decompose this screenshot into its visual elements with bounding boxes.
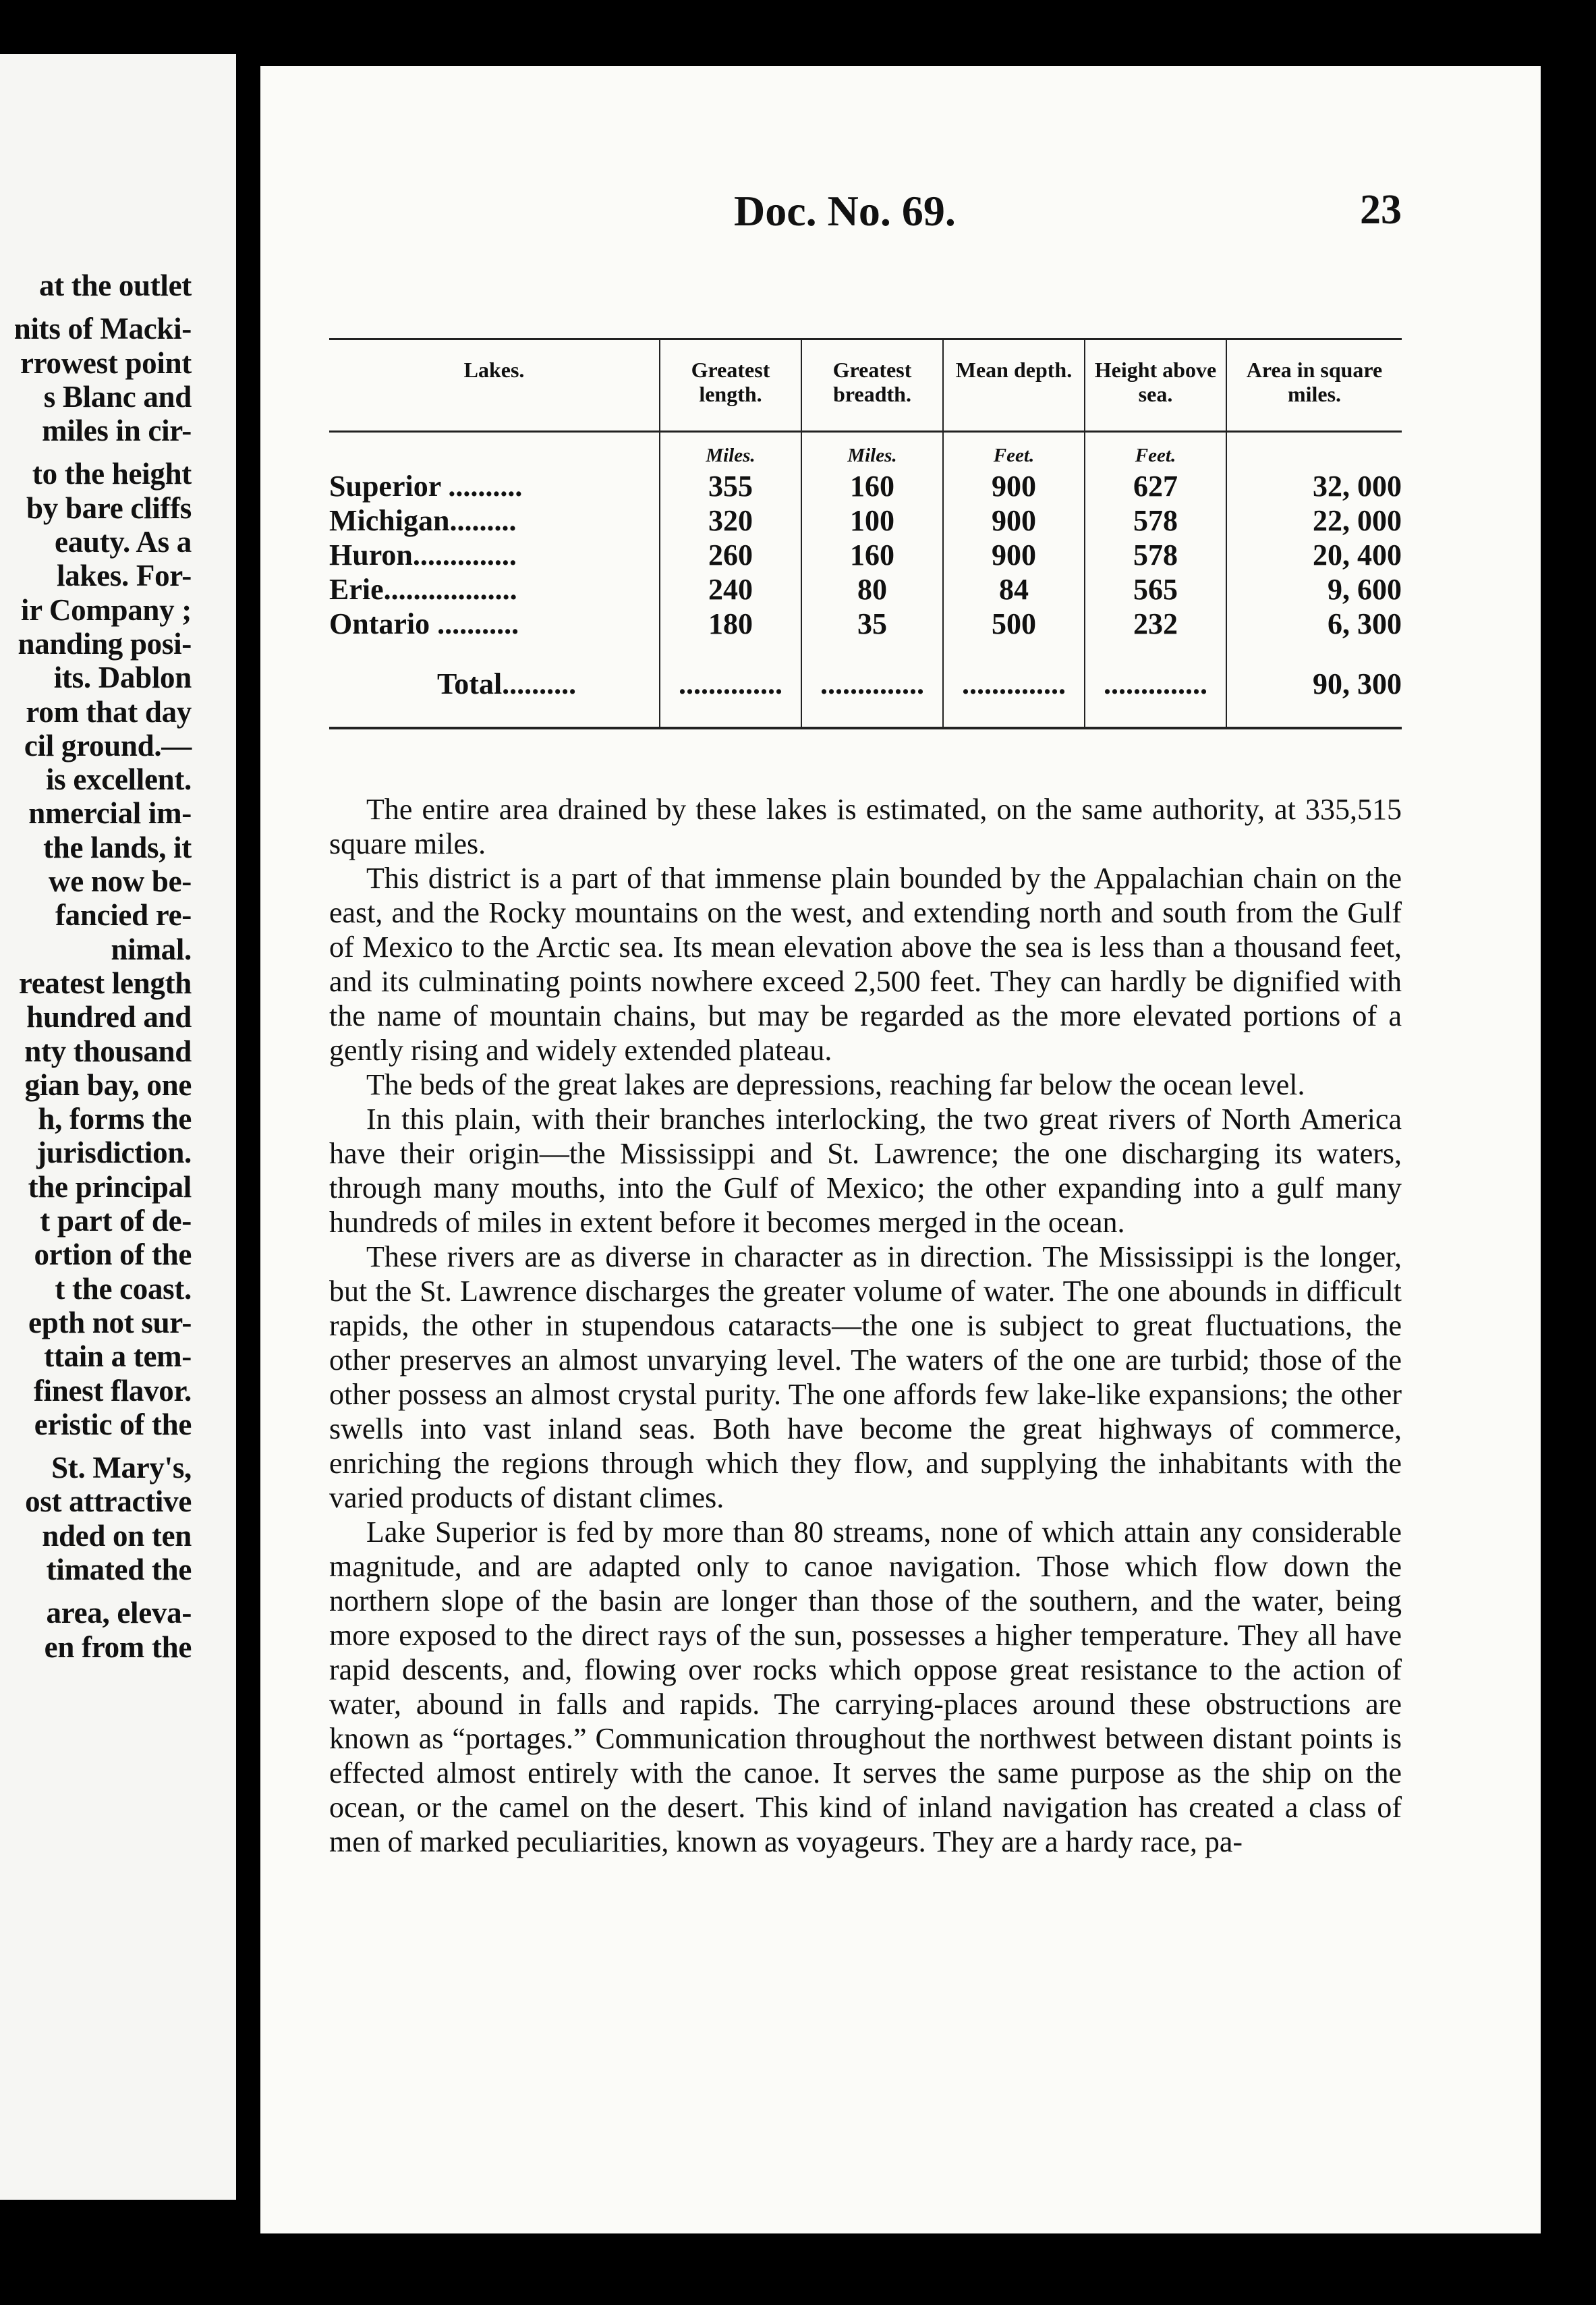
breadth-cell: 35 — [801, 607, 943, 641]
height-cell: 565 — [1085, 572, 1226, 607]
table-row — [329, 607, 1402, 641]
table-row — [329, 572, 1402, 607]
unit-cell: Miles. — [660, 432, 801, 470]
text-line: h, forms the — [38, 1102, 192, 1136]
unit-cell — [329, 432, 660, 470]
text-line: cil ground.— — [24, 728, 192, 762]
text-line: ost attractive — [25, 1484, 192, 1519]
leader-dots: .............. — [943, 641, 1085, 728]
lake-name: Ontario ........... — [329, 607, 519, 640]
paragraph: The beds of the great lakes are depressions, reaching far below the ocean level. — [366, 1068, 1305, 1101]
height-cell: 578 — [1085, 503, 1226, 538]
previous-page-fragment — [0, 54, 236, 2200]
leader-dots: .............. — [1085, 641, 1226, 728]
text-line: t the coast. — [55, 1271, 192, 1306]
length-cell: 320 — [660, 503, 801, 538]
breadth-cell: 100 — [801, 503, 943, 538]
lake-name: Superior .......... — [329, 470, 523, 503]
text-line: s Blanc and — [43, 379, 192, 414]
text-line: to the height — [32, 457, 192, 491]
paragraph: Lake Superior is fed by more than 80 streams, none of which attain any considerable magnitude, and are adapted only to canoe navigation. Those which flow down the northern slope of the basin are longer than those of the southern, and the water, being more exposed to the direct rays of the sun, possesses a higher temperature. They all have rapid descents, and, flowing over rocks which oppose great resistance to the action of water, abound in falls and rapids. The carrying-places around these obstructions are known as “portages.” Communication throughout the northwest between distant points is effected almost entirely with the canoe. It serves the same purpose as the ship on the ocean, or the camel on the desert. This kind of inland navigation has created a class of men of marked peculiarities, known as voyageurs. They are a hardy race, pa- — [329, 1516, 1402, 1858]
breadth-cell: 80 — [801, 572, 943, 607]
text-line: ortion of the — [34, 1238, 192, 1272]
column-header: Lakes. — [463, 358, 525, 382]
depth-cell: 500 — [943, 607, 1085, 641]
page-header — [329, 186, 1402, 274]
height-cell: 578 — [1085, 538, 1226, 572]
document-page — [260, 66, 1541, 2233]
text-line: nded on ten — [42, 1518, 192, 1553]
area-cell: 20, 400 — [1226, 538, 1402, 572]
previous-page-text — [14, 269, 192, 1664]
depth-cell: 84 — [943, 572, 1085, 607]
text-line: timated the — [46, 1552, 192, 1586]
text-line: finest flavor. — [33, 1373, 192, 1408]
text-line: en from the — [44, 1630, 192, 1664]
text-line: nanding posi- — [18, 626, 192, 661]
page-number: 23 — [1360, 187, 1402, 233]
paragraph: This district is a part of that immense plain bounded by the Appalachian chain on the east, and the Rocky mountains on the west, and extending north and south from the Gulf of Mexico to the Arctic sea. Its mean elevation above the sea is less than a thousand feet, and its culminating points nowhere exceed 2,500 feet. They can hardly be dignified with the name of mountain chains, but may be regarded as the more elevated portions of a gently rising and widely extended plateau. — [329, 862, 1402, 1067]
depth-cell: 900 — [943, 538, 1085, 572]
text-line: hundred and — [26, 1000, 192, 1034]
text-line: fancied re- — [55, 898, 192, 933]
area-cell: 22, 000 — [1226, 503, 1402, 538]
body-text — [329, 792, 1402, 1859]
column-header: Height above sea. — [1085, 339, 1226, 432]
text-line: nimal. — [111, 932, 192, 966]
text-line: jurisdiction. — [36, 1136, 192, 1170]
area-cell: 32, 000 — [1226, 469, 1402, 503]
total-row — [329, 641, 1402, 728]
page-content — [329, 186, 1402, 1858]
length-cell: 260 — [660, 538, 801, 572]
unit-cell — [1226, 432, 1402, 470]
leader-dots: .............. — [660, 641, 801, 728]
total-label: Total.......... — [437, 667, 577, 700]
unit-cell: Feet. — [943, 432, 1085, 470]
paragraph: These rivers are as diverse in character as in direction. The Mississippi is the longer, but the St. Lawrence discharges the greater volume of water. The one abounds in difficult rapids, the other in stupendous cataracts—the one is subject to great fluctuations, the other preserves an almost unvarying level. The waters of the one are turbid; those of the other possess an almost crystal purity. The one affords few lake-like expansions; the other swells into vast inland seas. Both have become the great highways of commerce, enriching the regions through which they flow, and supplying the inhabitants with the varied products of distant climes. — [329, 1240, 1402, 1514]
lake-name: Huron.............. — [329, 538, 517, 572]
text-line: ttain a tem- — [44, 1339, 192, 1374]
paragraph: The entire area drained by these lakes is estimated, on the same authority, at 335,515 square miles. — [329, 793, 1402, 860]
text-line: t part of de- — [40, 1204, 192, 1238]
table-row — [329, 503, 1402, 538]
paragraph: In this plain, with their branches interlocking, the two great rivers of North America have their origin—the Mississippi and St. Lawrence; the one discharging its waters, through many mouths, into the Gulf of Mexico; the other expanding into a gulf many hundreds of miles in extent before it becomes merged in the ocean. — [329, 1103, 1402, 1239]
text-line: lakes. For- — [57, 559, 192, 593]
table-header-row — [329, 339, 1402, 432]
area-cell: 9, 600 — [1226, 572, 1402, 607]
text-line: reatest length — [18, 966, 192, 1000]
depth-cell: 900 — [943, 469, 1085, 503]
area-cell: 6, 300 — [1226, 607, 1402, 641]
length-cell: 180 — [660, 607, 801, 641]
table-row — [329, 469, 1402, 503]
text-line: the principal — [28, 1169, 192, 1204]
text-line: rom that day — [26, 694, 192, 729]
depth-cell: 900 — [943, 503, 1085, 538]
leader-dots: .............. — [801, 641, 943, 728]
column-header: Greatest breadth. — [801, 339, 943, 432]
text-line: the lands, it — [43, 830, 192, 864]
units-row — [329, 432, 1402, 470]
column-header: Mean depth. — [943, 339, 1085, 432]
unit-cell: Miles. — [801, 432, 943, 470]
lake-name: Michigan......... — [329, 504, 517, 537]
text-line: miles in cir- — [42, 414, 192, 448]
text-line: at the outlet — [38, 269, 192, 302]
breadth-cell: 160 — [801, 469, 943, 503]
text-line: rrowest point — [20, 345, 192, 380]
text-line: is excellent. — [45, 762, 192, 797]
total-area: 90, 300 — [1226, 641, 1402, 728]
text-line: eauty. As a — [55, 525, 192, 559]
lake-name: Erie.................. — [329, 573, 517, 606]
text-line: eristic of the — [34, 1407, 192, 1441]
text-line: its. Dablon — [53, 661, 192, 695]
length-cell: 355 — [660, 469, 801, 503]
text-line: St. Mary's, — [51, 1451, 192, 1485]
text-line: epth not sur- — [28, 1305, 192, 1339]
text-line: nmercial im- — [28, 796, 192, 831]
text-line: nits of Macki- — [13, 312, 192, 346]
table-row — [329, 538, 1402, 572]
text-line: area, eleva- — [46, 1596, 192, 1630]
text-line: ir Company ; — [20, 592, 192, 627]
height-cell: 232 — [1085, 607, 1226, 641]
breadth-cell: 160 — [801, 538, 943, 572]
text-line: we now be- — [49, 864, 192, 899]
column-header: Greatest length. — [660, 339, 801, 432]
text-line: nty thousand — [24, 1034, 192, 1068]
document-title: Doc. No. 69. — [734, 187, 956, 235]
text-line: by bare cliffs — [26, 491, 192, 525]
column-header: Area in square miles. — [1226, 339, 1402, 432]
unit-cell: Feet. — [1085, 432, 1226, 470]
length-cell: 240 — [660, 572, 801, 607]
height-cell: 627 — [1085, 469, 1226, 503]
lakes-table — [329, 338, 1402, 729]
text-line: gian bay, one — [24, 1067, 192, 1102]
